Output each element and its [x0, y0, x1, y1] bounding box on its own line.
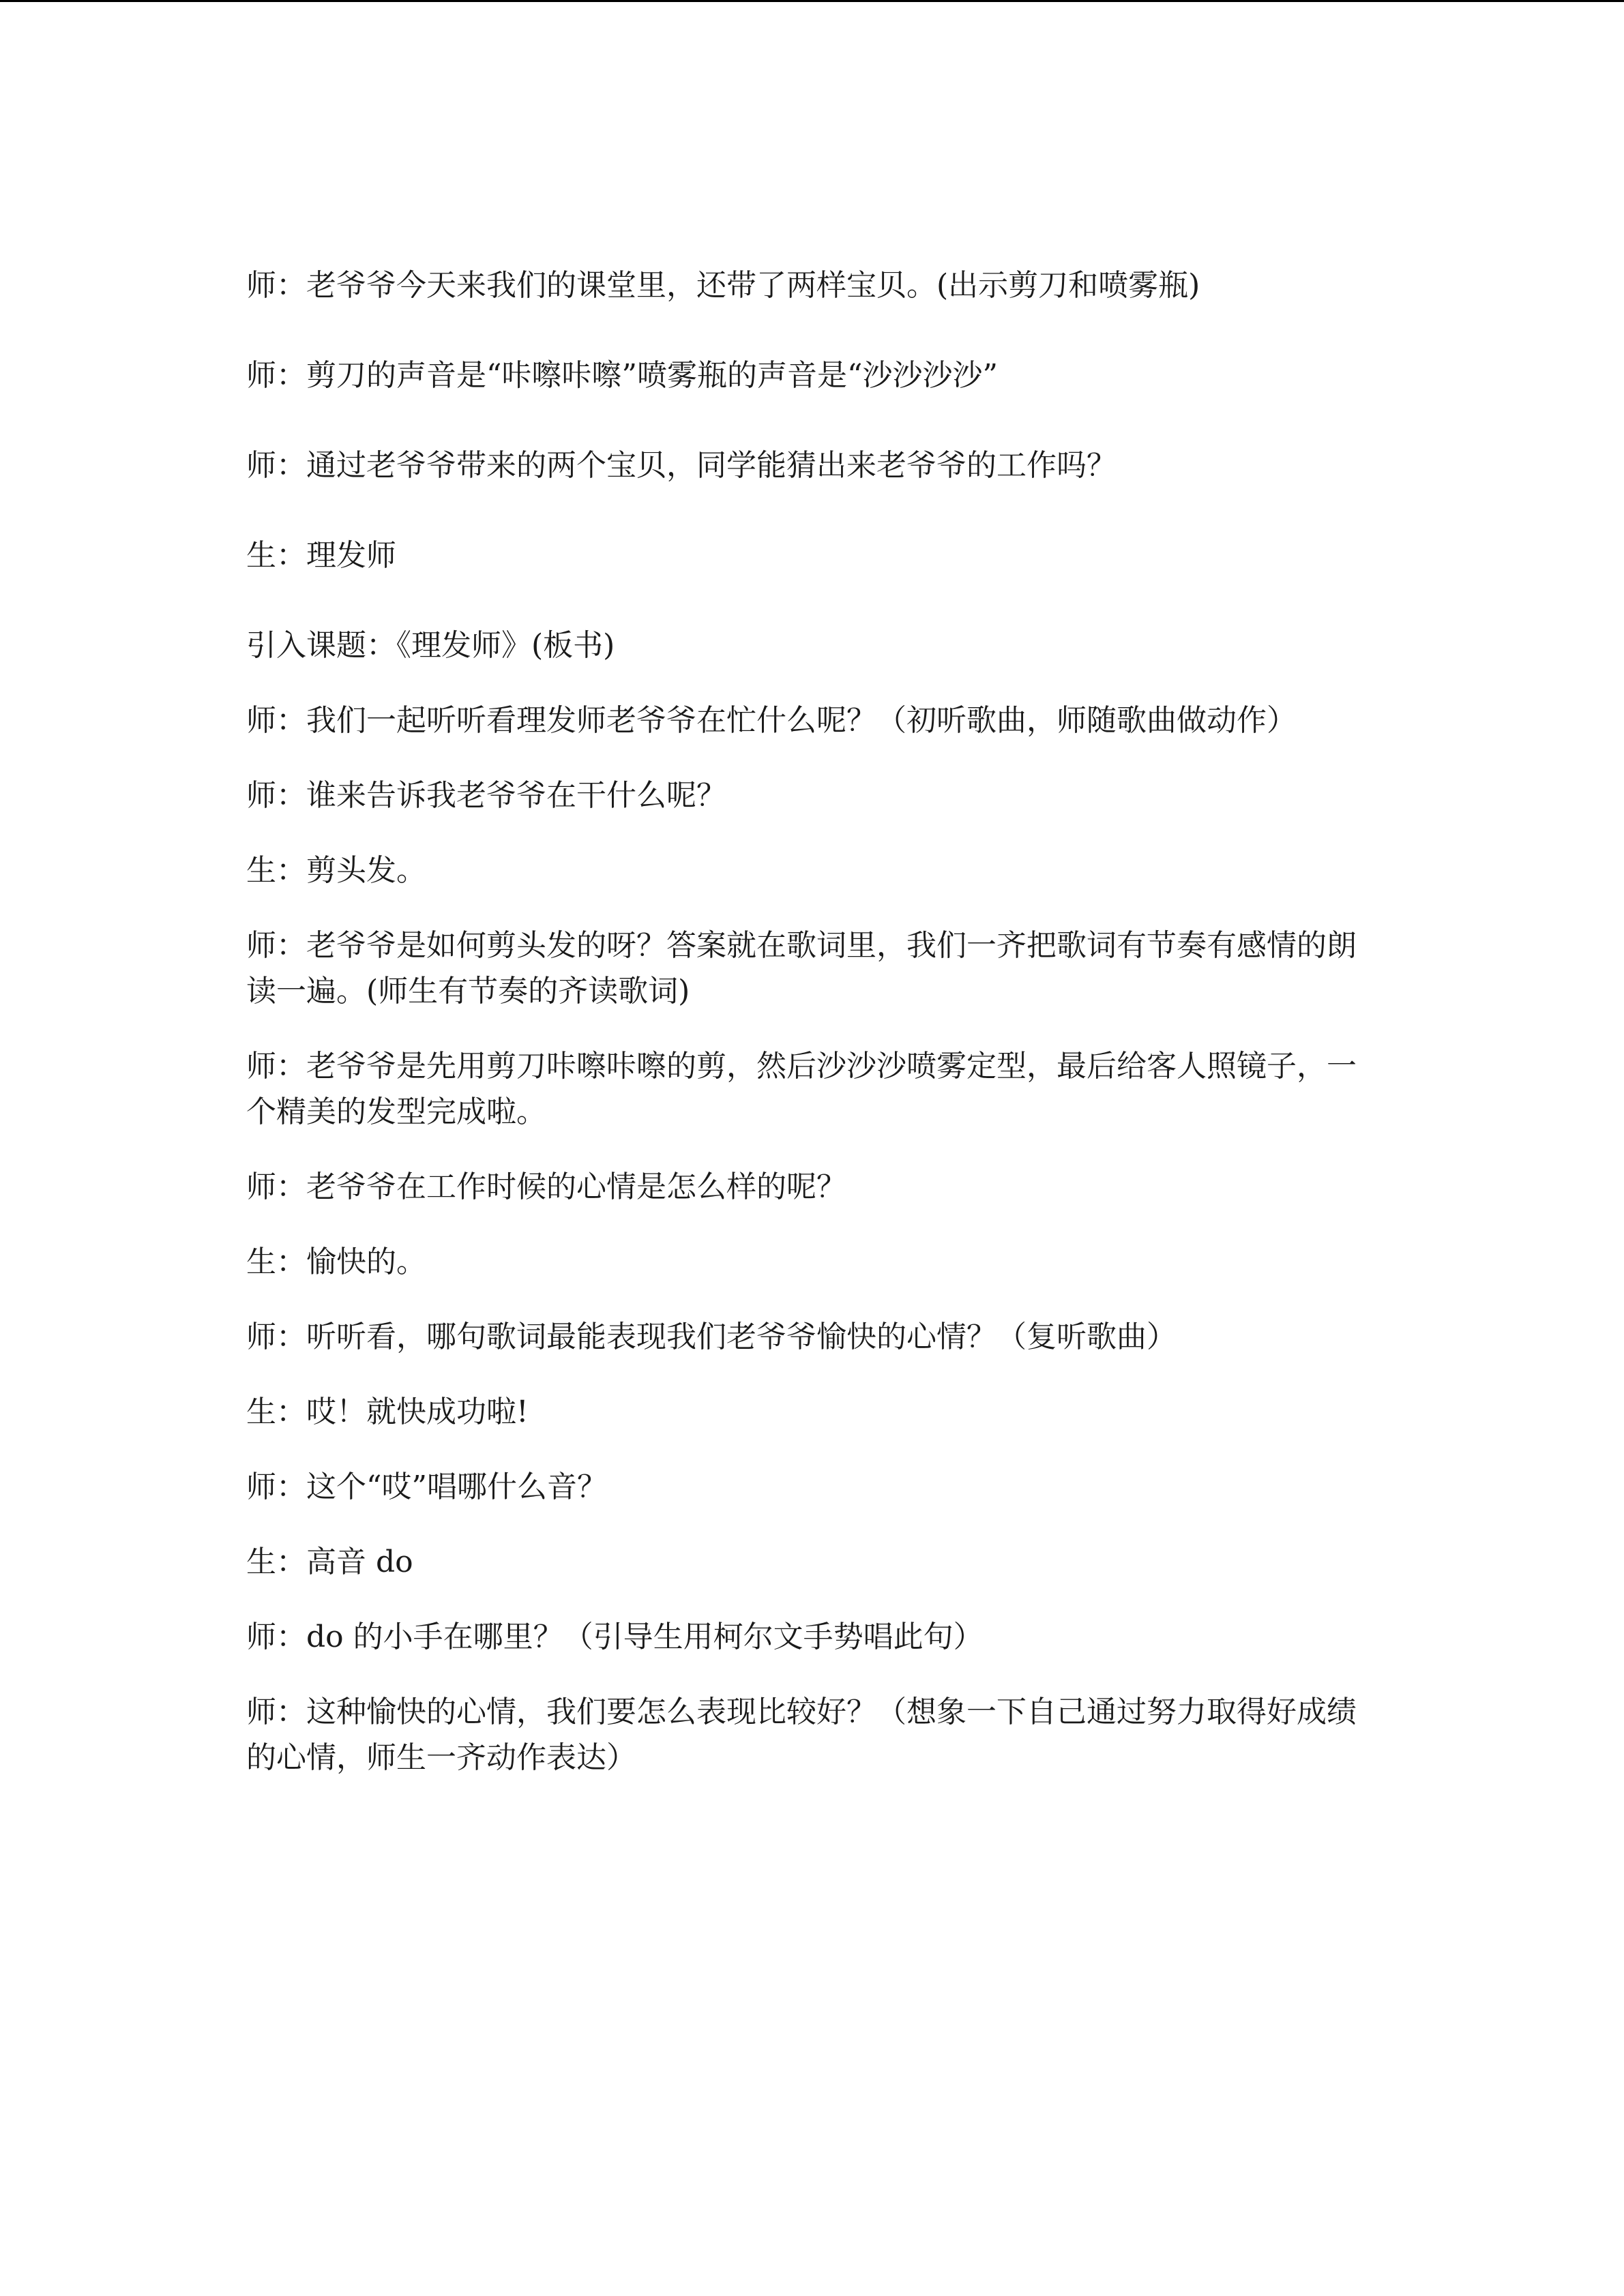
document-body	[246, 263, 1378, 1810]
paragraph: 生：哎！就快成功啦!	[246, 1395, 529, 1429]
paragraph: 师：听听看，哪句歌词最能表现我们老爷爷愉快的心情？（复听歌曲）	[246, 1320, 1177, 1354]
paragraph: 师：这个“哎”唱哪什么音？	[246, 1470, 607, 1504]
paragraph: 生：愉快的。	[246, 1244, 426, 1279]
paragraph: 师：我们一起听听看理发师老爷爷在忙什么呢？（初听歌曲，师随歌曲做动作）	[246, 703, 1297, 738]
page-top-border	[0, 0, 1624, 2]
paragraph: 引入课题：《理发师》(板书)	[246, 628, 615, 663]
paragraph: 生：剪头发。	[246, 853, 426, 888]
paragraph: 师：谁来告诉我老爷爷在干什么呢？	[246, 778, 726, 813]
paragraph: 师：老爷爷今天来我们的课堂里，还带了两样宝贝。(出示剪刀和喷雾瓶)	[246, 268, 1200, 303]
paragraph: 师：这种愉快的心情，我们要怎么表现比较好？（想象一下自己通过努力取得好成绩的心情，师生一齐动作表达）	[246, 1695, 1357, 1775]
paragraph: 师：剪刀的声音是“咔嚓咔嚓”喷雾瓶的声音是“沙沙沙沙”	[246, 358, 998, 393]
paragraph: 师：老爷爷是如何剪头发的呀？答案就在歌词里，我们一齐把歌词有节奏有感情的朗读一遍。(师生有节奏的齐读歌词)	[246, 928, 1357, 1009]
paragraph: 师：老爷爷是先用剪刀咔嚓咔嚓的剪，然后沙沙沙喷雾定型，最后给客人照镜子，一个精美的发型完成啦。	[246, 1049, 1357, 1129]
paragraph: 师：老爷爷在工作时候的心情是怎么样的呢？	[246, 1169, 846, 1204]
paragraph: 生：高音 do	[246, 1545, 413, 1579]
paragraph: 师：通过老爷爷带来的两个宝贝，同学能猜出来老爷爷的工作吗？	[246, 448, 1117, 483]
paragraph: 生：理发师	[246, 538, 396, 573]
paragraph: 师：do 的小手在哪里？（引导生用柯尔文手势唱此句）	[246, 1620, 984, 1654]
